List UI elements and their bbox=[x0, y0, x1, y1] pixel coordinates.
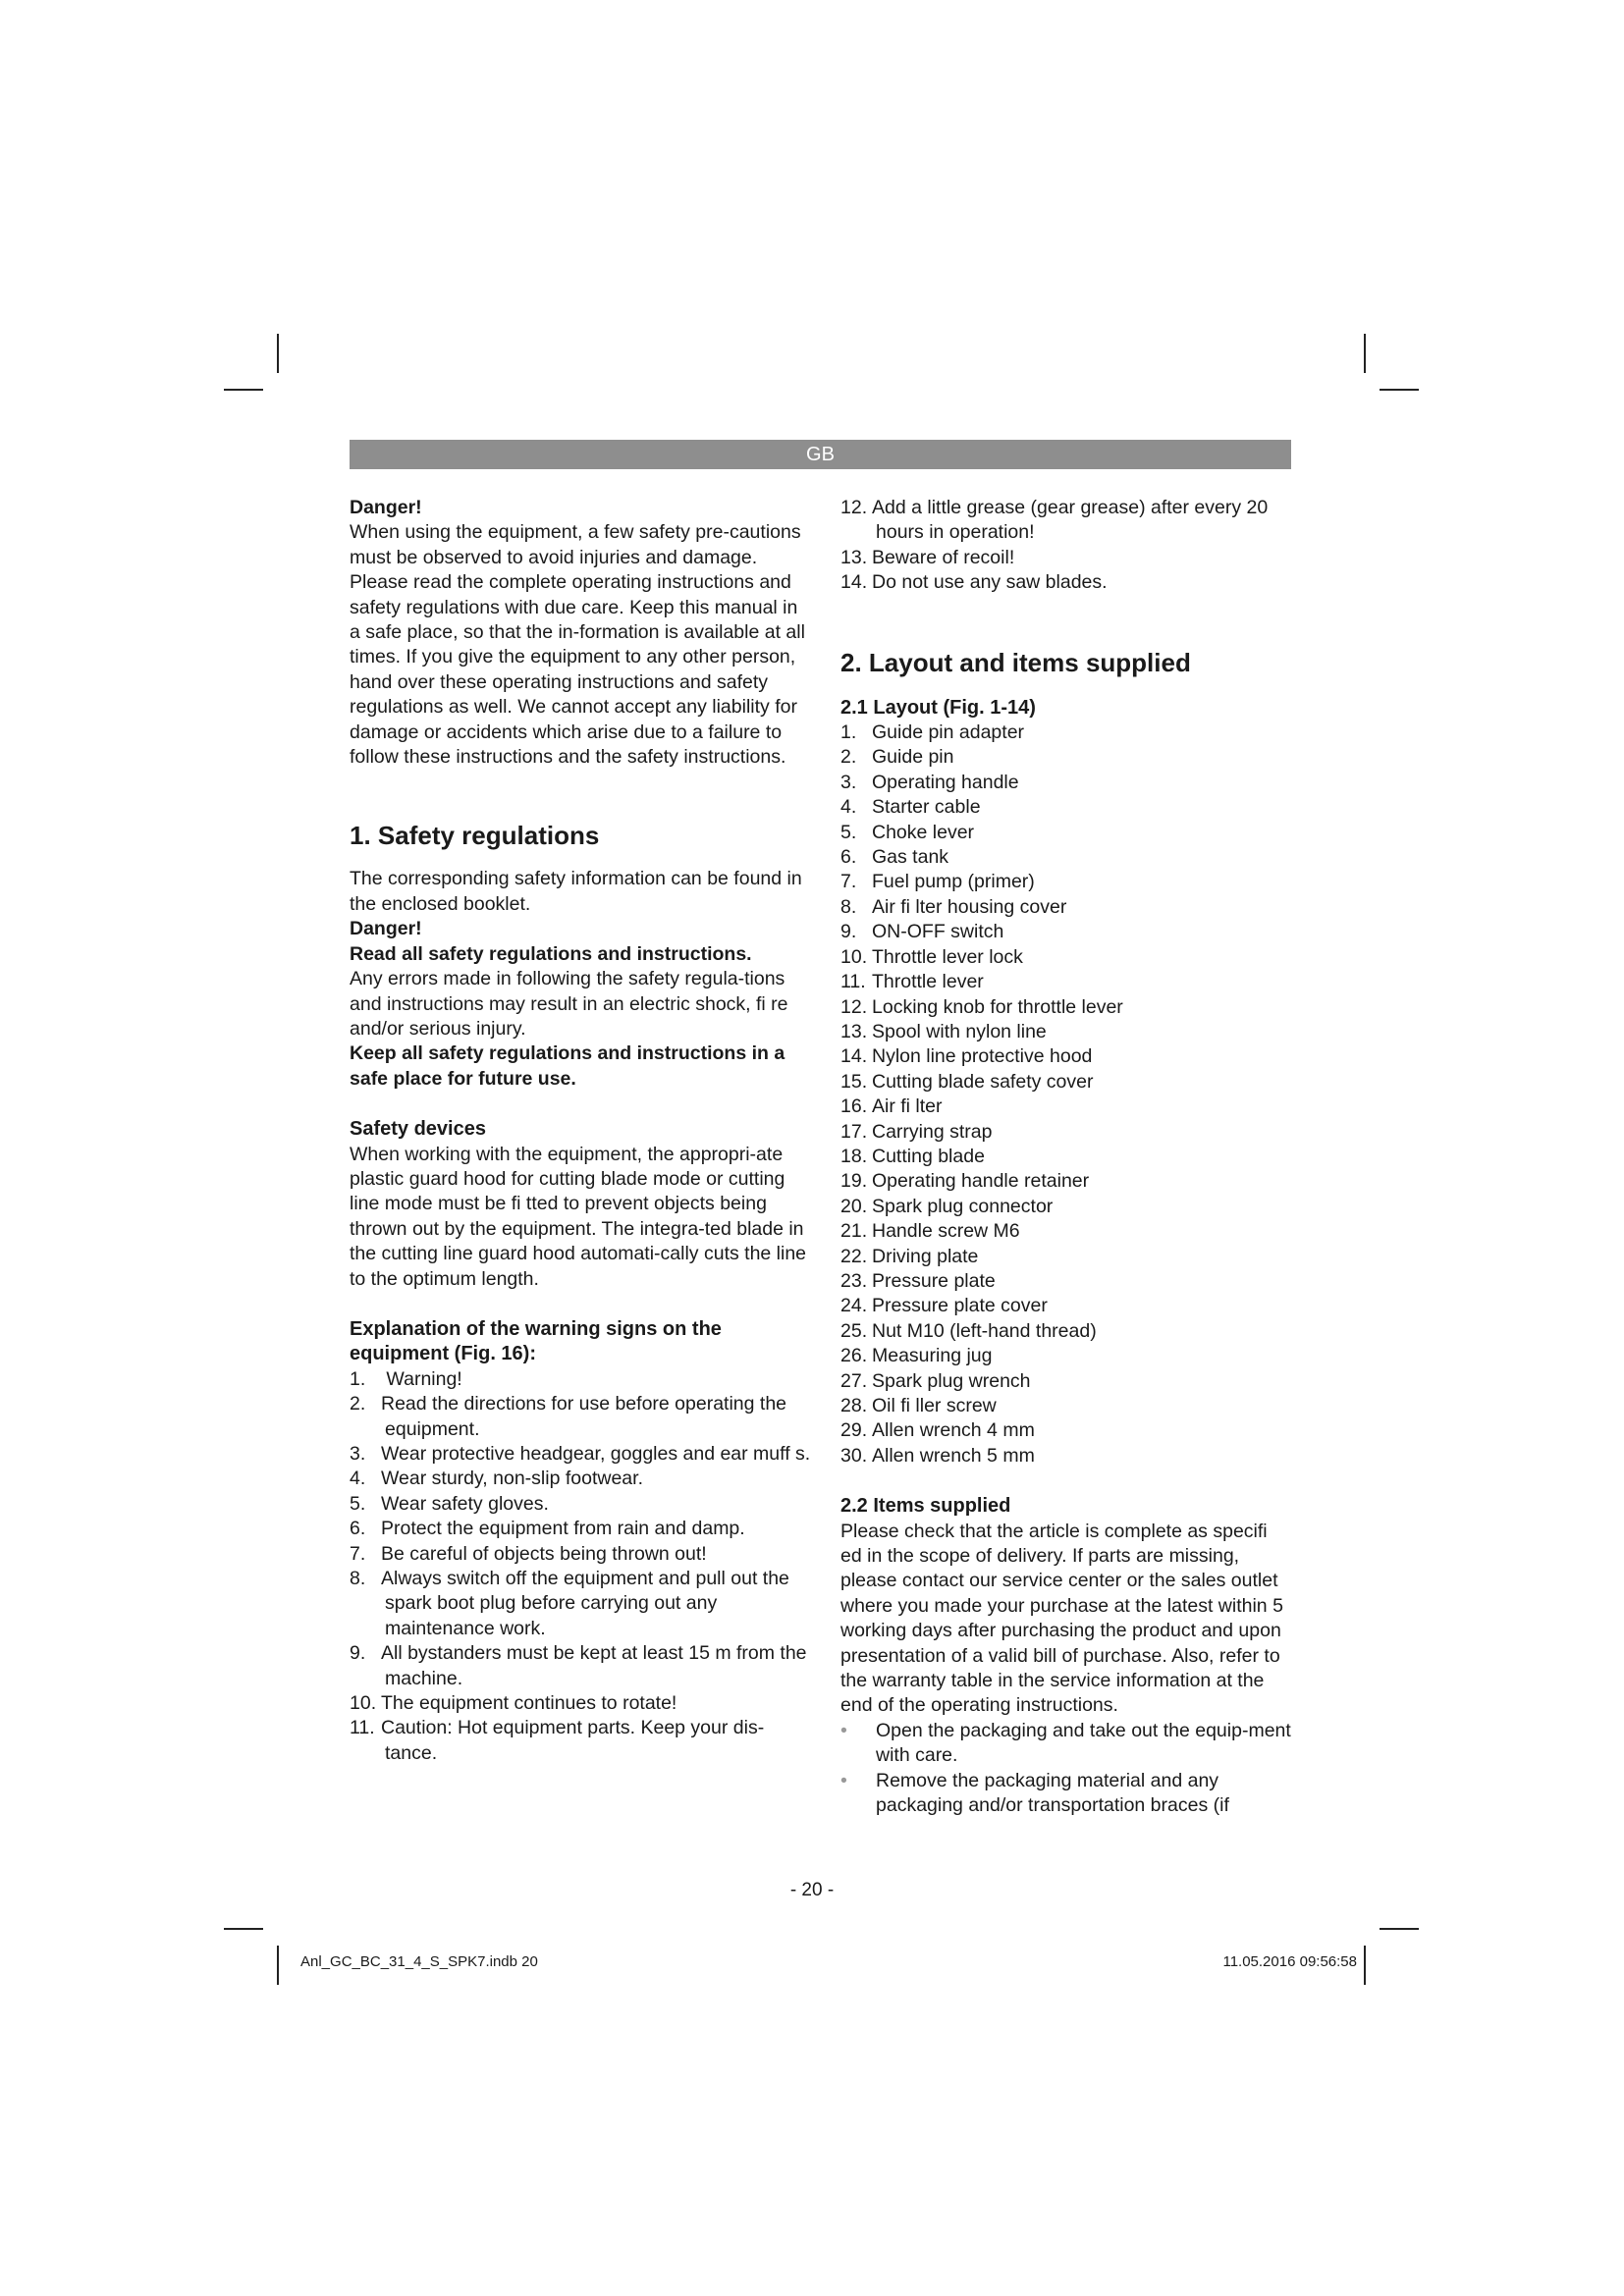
list-item: 2. Guide pin bbox=[840, 746, 954, 769]
list-item: • Remove the packaging material and any packaging and/or transportation braces (if bbox=[840, 1769, 1229, 1817]
warning-signs-list bbox=[350, 1367, 811, 1767]
crop-mark bbox=[277, 1946, 279, 1985]
list-item: 8. Always switch off the equipment and pull out the spark boot plug before carrying out any maintenance work. bbox=[350, 1568, 789, 1639]
danger-title-2: Danger! bbox=[350, 918, 422, 940]
right-column bbox=[840, 496, 1292, 1819]
crop-mark bbox=[1380, 389, 1419, 391]
list-item: 7. Fuel pump (primer) bbox=[840, 871, 1035, 893]
list-item: 11. Throttle lever bbox=[840, 971, 984, 993]
list-item: 11. Caution: Hot equipment parts. Keep your dis-tance. bbox=[350, 1717, 765, 1764]
left-column bbox=[350, 496, 811, 1766]
crop-mark bbox=[277, 334, 279, 373]
list-item: 12. Locking knob for throttle lever bbox=[840, 995, 1123, 1018]
list-item: 26. Measuring jug bbox=[840, 1345, 993, 1367]
list-item: 7. Be careful of objects being thrown out! bbox=[350, 1542, 707, 1565]
list-item: 14. Nylon line protective hood bbox=[840, 1045, 1093, 1068]
list-item: 16. Air fi lter bbox=[840, 1095, 943, 1118]
list-item: 15. Cutting blade safety cover bbox=[840, 1070, 1094, 1093]
print-timestamp: 11.05.2016 09:56:58 bbox=[1222, 1953, 1357, 1970]
section-1-text: The corresponding safety information can be found in the enclosed booklet. bbox=[350, 868, 802, 915]
list-item: 24. Pressure plate cover bbox=[840, 1295, 1048, 1317]
list-item: 4. Wear sturdy, non-slip footwear. bbox=[350, 1468, 643, 1490]
keep-all-instructions: Keep all safety regulations and instructions in a safe place for future use. bbox=[350, 1042, 785, 1090]
intro-paragraph: When using the equipment, a few safety pre-cautions must be observed to avoid injuries and damage. Please read the complete operating instructions and safety regulations with due care. Keep this manual in a safe place, so that the in-formation is available at all times. If you give the equipment to any other person, hand over these operating instructions and safety regulations as well. We cannot accept any liability for damage or accidents which arise due to a failure to follow these instructions and the safety instructions. bbox=[350, 521, 805, 769]
list-item: 5. Choke lever bbox=[840, 821, 975, 843]
page-number: - 20 - bbox=[789, 1880, 835, 1900]
crop-mark bbox=[1380, 1928, 1419, 1930]
danger-title: Danger! bbox=[350, 497, 422, 518]
language-code: GB bbox=[806, 444, 835, 465]
list-item: 3. Wear protective headgear, goggles and ear muff s. bbox=[350, 1443, 811, 1465]
list-item: 8. Air fi lter housing cover bbox=[840, 895, 1067, 918]
print-file-slug: Anl_GC_BC_31_4_S_SPK7.indb 20 bbox=[300, 1953, 538, 1970]
warning-signs-heading: Explanation of the warning signs on the equipment (Fig. 16): bbox=[350, 1317, 722, 1365]
warning-signs-list-continued bbox=[840, 496, 1292, 596]
list-item: 1. Warning! bbox=[350, 1367, 462, 1390]
list-item: 18. Cutting blade bbox=[840, 1145, 985, 1167]
unpacking-bullet-list bbox=[840, 1719, 1292, 1819]
list-item: 10. The equipment continues to rotate! bbox=[350, 1692, 677, 1715]
list-item: 23. Pressure plate bbox=[840, 1269, 996, 1292]
crop-mark bbox=[224, 1928, 263, 1930]
list-item: 20. Spark plug connector bbox=[840, 1195, 1054, 1217]
crop-mark bbox=[1364, 334, 1366, 373]
list-item: 30. Allen wrench 5 mm bbox=[840, 1444, 1035, 1467]
safety-devices-heading: Safety devices bbox=[350, 1118, 486, 1141]
list-item: 25. Nut M10 (left-hand thread) bbox=[840, 1319, 1097, 1342]
list-item: 6. Protect the equipment from rain and damp. bbox=[350, 1518, 745, 1540]
items-supplied-paragraph: Please check that the article is complete as specifi ed in the scope of delivery. If parts are missing, please contact our service center or the sales outlet where you made your purchase at the latest within 5 working days after purchasing the product and upon presentation of a valid bill of purchase. Also, refer to the warranty table in the service information at the end of the operating instructions. bbox=[840, 1520, 1283, 1717]
list-item: 9. ON-OFF switch bbox=[840, 921, 1004, 943]
errors-paragraph: Any errors made in following the safety regula-tions and instructions may result in an electric shock, fi re and/or serious injury. bbox=[350, 968, 788, 1040]
bullet-icon: • bbox=[840, 1769, 847, 1791]
list-item: 14. Do not use any saw blades. bbox=[840, 571, 1108, 594]
list-item: 4. Starter cable bbox=[840, 796, 981, 819]
list-item: 12. Add a little grease (gear grease) after every 20 hours in operation! bbox=[840, 497, 1269, 544]
items-supplied-heading: 2.2 Items supplied bbox=[840, 1495, 1011, 1518]
list-item: 19. Operating handle retainer bbox=[840, 1170, 1090, 1193]
list-item: 13. Beware of recoil! bbox=[840, 546, 1015, 568]
list-item: 5. Wear safety gloves. bbox=[350, 1492, 549, 1515]
layout-heading: 2.1 Layout (Fig. 1-14) bbox=[840, 696, 1036, 719]
list-item: 2. Read the directions for use before operating the equipment. bbox=[350, 1393, 787, 1440]
layout-items-list bbox=[840, 721, 1292, 1468]
list-item: • Open the packaging and take out the equip-ment with care. bbox=[840, 1719, 1291, 1767]
crop-mark bbox=[1364, 1946, 1366, 1985]
read-all-instructions: Read all safety regulations and instructions. bbox=[350, 942, 752, 965]
list-item: 29. Allen wrench 4 mm bbox=[840, 1419, 1035, 1442]
safety-devices-paragraph: When working with the equipment, the appropri-ate plastic guard hood for cutting blade mode or cutting line mode must be fi tted to prevent objects being thrown out by the equipment. The integra-ted blade in the cutting line guard hood automati-cally cuts the line to the optimum length. bbox=[350, 1143, 807, 1290]
language-header-bar bbox=[350, 440, 1291, 469]
section-2-heading: 2. Layout and items supplied bbox=[840, 647, 1191, 677]
list-item: 9. All bystanders must be kept at least 15 m from the machine. bbox=[350, 1642, 807, 1689]
crop-mark bbox=[224, 389, 263, 391]
bullet-icon: • bbox=[840, 1719, 847, 1741]
list-item: 28. Oil fi ller screw bbox=[840, 1395, 997, 1416]
list-item: 6. Gas tank bbox=[840, 846, 949, 869]
section-1-heading: 1. Safety regulations bbox=[350, 821, 600, 851]
list-item: 3. Operating handle bbox=[840, 771, 1019, 793]
list-item: 10. Throttle lever lock bbox=[840, 945, 1023, 968]
list-item: 27. Spark plug wrench bbox=[840, 1369, 1031, 1392]
list-item: 21. Handle screw M6 bbox=[840, 1220, 1020, 1243]
list-item: 22. Driving plate bbox=[840, 1245, 979, 1267]
list-item: 13. Spool with nylon line bbox=[840, 1020, 1047, 1042]
list-item: 17. Carrying strap bbox=[840, 1120, 993, 1143]
list-item: 1. Guide pin adapter bbox=[840, 721, 1025, 744]
